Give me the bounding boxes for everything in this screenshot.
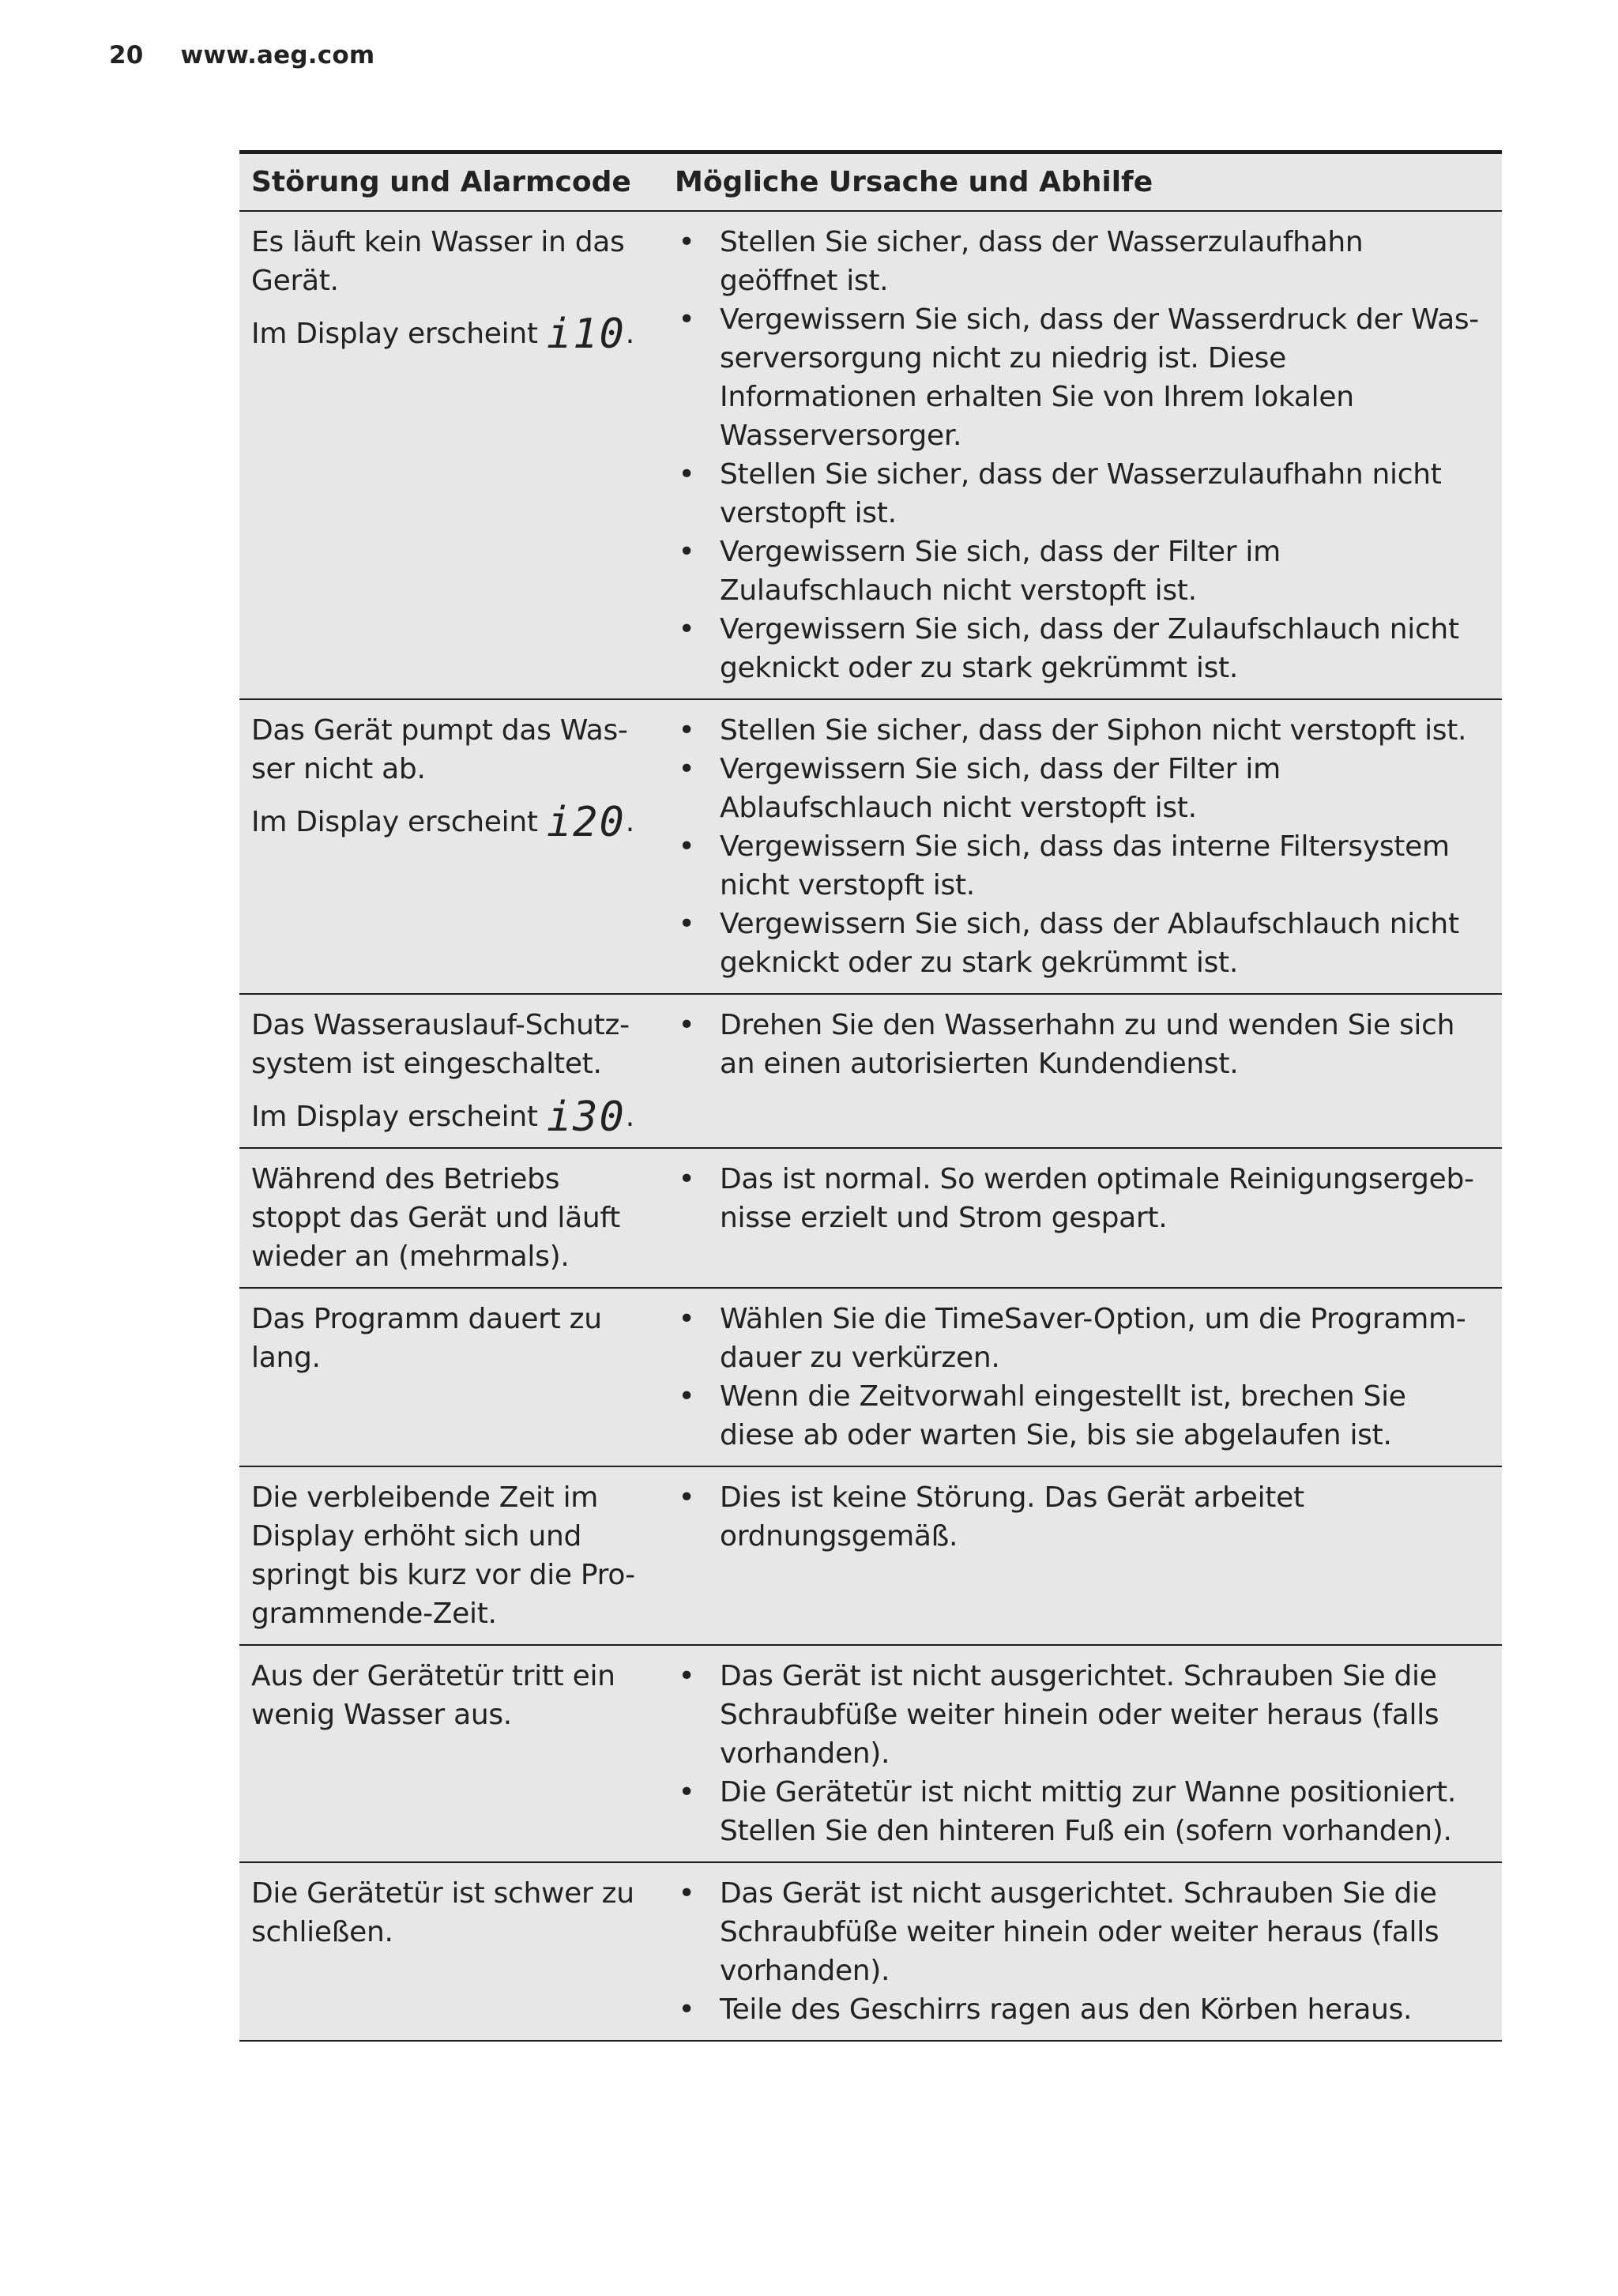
remedy-list [675, 1657, 1488, 1850]
alarm-code-display: i20 [546, 799, 626, 846]
table-row [239, 1467, 1502, 1646]
list-item [675, 455, 1488, 533]
remedy-text: Die Gerätetür ist nicht mittig zur Wanne positioniert. Stellen Sie den hinteren Fuß ein (sofern vorhanden). [720, 1776, 1456, 1847]
list-item [675, 1377, 1488, 1455]
remedy-text: Stellen Sie sicher, dass der Wasserzulaufhahn geöffnet ist. [720, 226, 1364, 297]
remedy-text: Stellen Sie sicher, dass der Siphon nicht verstopft ist. [720, 714, 1467, 747]
problem-text: Es läuft kein Wasser in das Gerät. [251, 226, 625, 297]
remedy-list [675, 1160, 1488, 1237]
remedy-list [675, 223, 1488, 687]
remedy-text: Vergewissern Sie sich, dass der Filter im Zulaufschlauch nicht verstopft ist. [720, 536, 1281, 607]
problem-text: Während des Betriebs stoppt das Gerät und läuft wieder an (mehrmals). [251, 1163, 620, 1273]
remedy-text: Vergewissern Sie sich, dass das interne Filtersystem nicht verstopft ist. [720, 830, 1450, 901]
list-item [675, 300, 1488, 455]
problem-cell [239, 1289, 660, 1466]
bullet-icon: • [678, 1163, 695, 1195]
problem-cell [239, 700, 660, 993]
remedy-text: Vergewissern Sie sich, dass der Wasserdruck der Wasserversorgung nicht zu niedrig ist. Diese Informationen erhalten Sie von Ihrem lokalen Wasserversorger. [720, 303, 1480, 452]
problem-text: Das Gerät pumpt das Wasser nicht ab. [251, 714, 628, 785]
table-row [239, 1646, 1502, 1863]
problem-text: Die verbleibende Zeit im Display erhöht sich und springt bis kurz vor die Programmende-Zeit. [251, 1481, 636, 1630]
bullet-icon: • [678, 714, 695, 747]
bullet-icon: • [678, 1303, 695, 1335]
bullet-icon: • [678, 613, 695, 646]
website-link[interactable]: www.aeg.com [180, 41, 375, 70]
table-row [239, 700, 1502, 995]
bullet-icon: • [678, 1009, 695, 1041]
remedy-text: Stellen Sie sicher, dass der Wasserzulaufhahn nicht verstopft ist. [720, 458, 1442, 529]
display-message [251, 799, 652, 846]
remedy-text: Teile des Geschirrs ragen aus den Körben heraus. [720, 1993, 1413, 2026]
display-message-suffix: . [625, 318, 634, 350]
list-item [675, 223, 1488, 300]
list-item [675, 1300, 1488, 1377]
remedy-text: Das Gerät ist nicht ausgerichtet. Schrauben Sie die Schraubfüße weiter hinein oder weiter heraus (falls vorhanden). [720, 1660, 1439, 1770]
display-message-prefix: Im Display erscheint [251, 318, 538, 350]
list-item [675, 1478, 1488, 1556]
list-item [675, 1773, 1488, 1850]
bullet-icon: • [678, 830, 695, 863]
problem-cell [239, 212, 660, 698]
list-item [675, 750, 1488, 827]
remedy-list [675, 711, 1488, 982]
alarm-code-display: i10 [546, 311, 626, 358]
remedy-list [675, 1300, 1488, 1455]
problem-text: Das Wasserauslauf-Schutzsystem ist eingeschaltet. [251, 1009, 630, 1080]
display-message-prefix: Im Display erscheint [251, 806, 538, 838]
table-header-row [239, 154, 1502, 212]
remedy-cell [660, 995, 1502, 1147]
list-item [675, 905, 1488, 982]
display-message-suffix: . [625, 806, 634, 838]
remedy-cell [660, 1863, 1502, 2040]
list-item [675, 1006, 1488, 1083]
problem-cell [239, 1467, 660, 1644]
bullet-icon: • [678, 1481, 695, 1514]
bullet-icon: • [678, 753, 695, 785]
list-item [675, 1874, 1488, 1990]
problem-text: Das Programm dauert zu lang. [251, 1303, 602, 1374]
alarm-code-display: i30 [546, 1093, 626, 1141]
list-item [675, 1160, 1488, 1237]
page-number: 20 [109, 41, 144, 70]
remedy-cell [660, 700, 1502, 993]
bullet-icon: • [678, 1660, 695, 1692]
remedy-text: Wenn die Zeitvorwahl eingestellt ist, brechen Sie diese ab oder warten Sie, bis sie abgelaufen ist. [720, 1380, 1406, 1451]
bullet-icon: • [678, 1993, 695, 2026]
problem-cell [239, 995, 660, 1147]
remedy-cell [660, 1467, 1502, 1644]
remedy-list [675, 1478, 1488, 1556]
remedy-text: Das Gerät ist nicht ausgerichtet. Schrauben Sie die Schraubfüße weiter hinein oder weiter heraus (falls vorhanden). [720, 1877, 1439, 1987]
table-row [239, 1863, 1502, 2042]
bullet-icon: • [678, 1380, 695, 1413]
list-item [675, 533, 1488, 610]
remedy-text: Wählen Sie die TimeSaver-Option, um die Programmdauer zu verkürzen. [720, 1303, 1466, 1374]
column-header-problem: Störung und Alarmcode [251, 166, 631, 198]
table-row [239, 212, 1502, 700]
problem-text: Aus der Gerätetür tritt ein wenig Wasser aus. [251, 1660, 615, 1731]
display-message [251, 311, 652, 358]
column-header-remedy: Mögliche Ursache und Abhilfe [675, 166, 1153, 198]
remedy-text: Drehen Sie den Wasserhahn zu und wenden Sie sich an einen autorisierten Kundendienst. [720, 1009, 1455, 1080]
remedy-cell [660, 1289, 1502, 1466]
problem-cell [239, 1863, 660, 2040]
bullet-icon: • [678, 1776, 695, 1809]
problem-text: Die Gerätetür ist schwer zu schließen. [251, 1877, 634, 1948]
table-row [239, 1289, 1502, 1467]
bullet-icon: • [678, 1877, 695, 1910]
bullet-icon: • [678, 226, 695, 258]
remedy-text: Dies ist keine Störung. Das Gerät arbeitet ordnungsgemäß. [720, 1481, 1304, 1553]
remedy-cell [660, 1646, 1502, 1861]
remedy-list [675, 1006, 1488, 1083]
bullet-icon: • [678, 303, 695, 336]
table-row [239, 1149, 1502, 1289]
list-item [675, 1657, 1488, 1773]
troubleshooting-table [239, 150, 1502, 2042]
remedy-text: Vergewissern Sie sich, dass der Filter im Ablaufschlauch nicht verstopft ist. [720, 753, 1281, 824]
remedy-list [675, 1874, 1488, 2029]
table-body [239, 212, 1502, 2042]
display-message-suffix: . [625, 1101, 634, 1133]
remedy-text: Das ist normal. So werden optimale Reinigungsergebnisse erzielt und Strom gespart. [720, 1163, 1475, 1234]
bullet-icon: • [678, 536, 695, 568]
display-message [251, 1093, 652, 1141]
display-message-prefix: Im Display erscheint [251, 1101, 538, 1133]
bullet-icon: • [678, 458, 695, 491]
remedy-cell [660, 212, 1502, 698]
bullet-icon: • [678, 908, 695, 940]
remedy-text: Vergewissern Sie sich, dass der Zulaufschlauch nicht geknickt oder zu stark gekrümmt ist. [720, 613, 1459, 684]
remedy-text: Vergewissern Sie sich, dass der Ablaufschlauch nicht geknickt oder zu stark gekrümmt ist. [720, 908, 1459, 979]
list-item [675, 1990, 1488, 2029]
list-item [675, 610, 1488, 687]
table-row [239, 995, 1502, 1149]
problem-cell [239, 1646, 660, 1861]
page-header [109, 41, 374, 70]
remedy-cell [660, 1149, 1502, 1287]
list-item [675, 711, 1488, 750]
problem-cell [239, 1149, 660, 1287]
list-item [675, 827, 1488, 905]
